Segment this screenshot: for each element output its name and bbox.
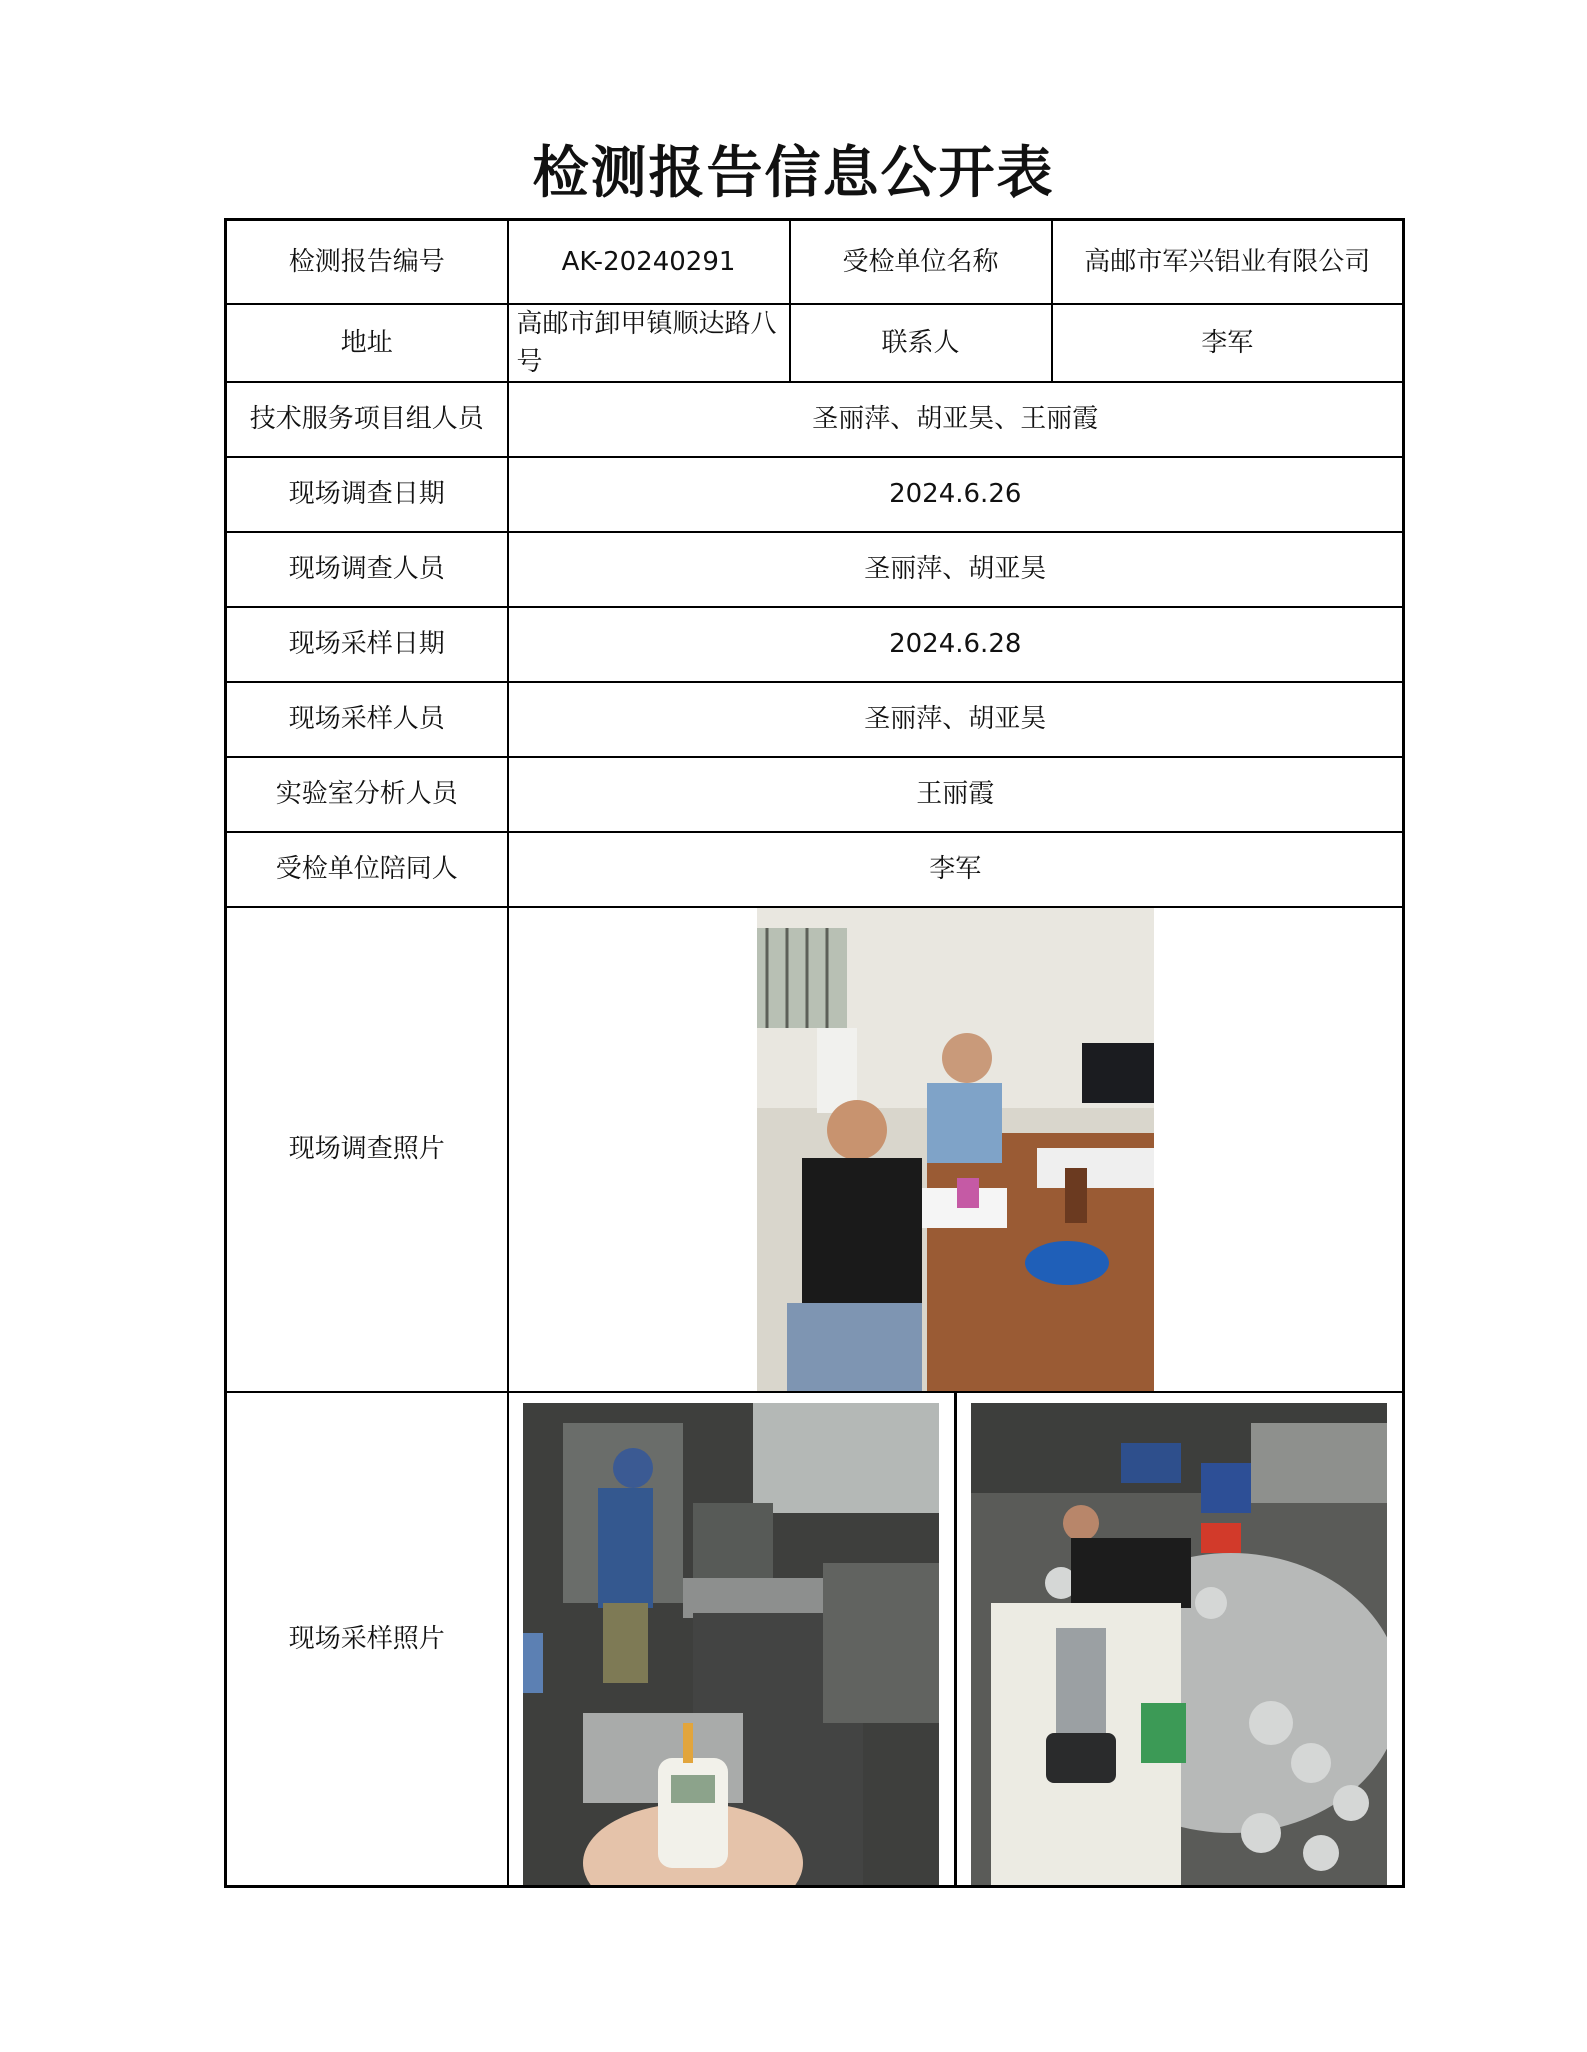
report-no-value: AK-20240291	[508, 220, 790, 304]
table-row	[226, 832, 1404, 907]
survey-photo	[757, 908, 1154, 1391]
survey-date-label: 现场调查日期	[226, 457, 508, 532]
table-row	[226, 907, 1404, 1392]
unit-name-label: 受检单位名称	[790, 220, 1052, 304]
table-row	[226, 532, 1404, 607]
table-row	[226, 304, 1404, 382]
contact-label: 联系人	[790, 304, 1052, 382]
team-value: 圣丽萍、胡亚昊、王丽霞	[508, 382, 1404, 457]
table-row	[226, 1392, 1404, 1887]
sampling-photo-cell	[508, 1392, 1404, 1887]
address-value: 高邮市卸甲镇顺达路八号	[508, 304, 790, 382]
unit-name-value: 高邮市军兴铝业有限公司	[1052, 220, 1404, 304]
sampling-date-label: 现场采样日期	[226, 607, 508, 682]
contact-value: 李军	[1052, 304, 1404, 382]
survey-staff-value: 圣丽萍、胡亚昊	[508, 532, 1404, 607]
table-row	[226, 457, 1404, 532]
sampling-photo-left-image	[523, 1403, 939, 1885]
accompany-label: 受检单位陪同人	[226, 832, 508, 907]
survey-staff-label: 现场调查人员	[226, 532, 508, 607]
sampling-photo-right-frame	[957, 1393, 1402, 1885]
table-row	[226, 607, 1404, 682]
survey-photo-label: 现场调查照片	[226, 907, 508, 1392]
sampling-photo-left-frame	[509, 1393, 957, 1885]
report-no-label: 检测报告编号	[226, 220, 508, 304]
survey-photo-image	[757, 908, 1154, 1391]
lab-staff-label: 实验室分析人员	[226, 757, 508, 832]
table-row	[226, 220, 1404, 304]
sampling-photo-right	[971, 1403, 1387, 1885]
survey-date-value: 2024.6.26	[508, 457, 1404, 532]
survey-photo-cell	[508, 907, 1404, 1392]
report-table	[224, 218, 1405, 1888]
sampling-photo-right-image	[971, 1403, 1387, 1885]
sampling-date-value: 2024.6.28	[508, 607, 1404, 682]
sampling-photo-group	[509, 1393, 1403, 1885]
table-row	[226, 382, 1404, 457]
accompany-value: 李军	[508, 832, 1404, 907]
team-label: 技术服务项目组人员	[226, 382, 508, 457]
lab-staff-value: 王丽霞	[508, 757, 1404, 832]
table-row	[226, 682, 1404, 757]
sampling-staff-label: 现场采样人员	[226, 682, 508, 757]
table-row	[226, 757, 1404, 832]
sampling-staff-value: 圣丽萍、胡亚昊	[508, 682, 1404, 757]
sampling-photo-label: 现场采样照片	[226, 1392, 508, 1887]
page-title: 检测报告信息公开表	[532, 141, 1055, 206]
address-label: 地址	[226, 304, 508, 382]
sampling-photo-left	[523, 1403, 939, 1885]
